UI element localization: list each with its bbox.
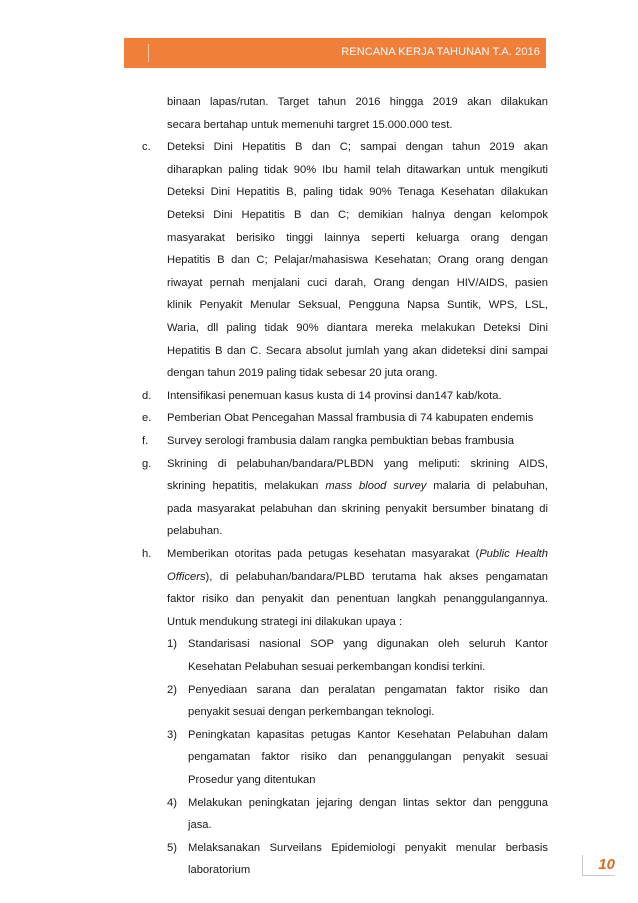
list-item-line: dengan tahun 2019 paling tidak sebesar 20 juta orang.	[167, 367, 438, 380]
italic-term: mass blood survey	[325, 480, 427, 493]
sub-item-line: Penyediaan sarana dan peralatan pengamatan faktor risiko dan	[188, 683, 548, 696]
list-marker: 3)	[167, 728, 177, 741]
list-item-line: Skrining di pelabuhan/bandara/PLBDN yang meliputi: skrining AIDS,	[167, 457, 548, 470]
list-item-line: klinik Penyakit Menular Seksual, Pengguna Napsa Suntik, WPS, LSL,	[167, 299, 548, 312]
list-item-line: Pemberian Obat Pencegahan Massal frambusia di 74 kabupaten endemis	[167, 412, 534, 425]
list-item-line: Deteksi Dini Hepatitis B dan C; demikian halnya dengan kelompok	[167, 209, 548, 221]
list-marker: 5)	[167, 841, 177, 854]
paragraph-line: secara bertahap untuk memenuhi targret 15.000.000 test.	[167, 118, 453, 131]
sub-item-line: Melakukan peningkatan jejaring dengan lintas sektor dan pengguna	[188, 796, 548, 809]
list-marker: h.	[142, 548, 152, 560]
list-item-line: Deteksi Dini Hepatitis B dan C; sampai dengan tahun 2019 akan	[167, 141, 548, 154]
sub-item-line: Prosedur yang ditentukan	[188, 774, 316, 786]
sub-item-line: penyakit sesuai dengan perkembangan teknologi.	[188, 706, 435, 719]
list-marker: e.	[142, 412, 152, 425]
sub-item-line: Kesehatan Pelabuhan sesuai perkembangan kondisi terkini.	[188, 661, 486, 673]
list-marker: 4)	[167, 796, 177, 809]
sub-item-line: laboratorium	[188, 864, 251, 877]
list-marker: g.	[142, 457, 152, 470]
list-item-line: Waria, dll paling tidak 90% diantara mereka melakukan Deteksi Dini	[167, 322, 548, 334]
italic-term: Public Health	[479, 548, 549, 560]
sub-item-line: Standarisasi nasional SOP yang digunakan oleh seluruh Kantor	[188, 638, 548, 651]
list-item-line: Untuk mendukung strategi ini dilakukan upaya :	[167, 615, 403, 628]
list-marker: 2)	[167, 683, 177, 696]
header-divider	[148, 44, 149, 62]
list-item-line: Hepatitis B dan C. Secara absolut jumlah yang akan dideteksi dini sampai	[167, 344, 548, 357]
list-item-line: Hepatitis B dan C; Pelajar/mahasiswa Kesehatan; Orang orang dengan	[167, 254, 548, 267]
list-item-line: faktor risiko dan penyakit dan penentuan langkah penanggulangannya.	[167, 593, 548, 606]
list-item-line	[167, 547, 548, 561]
sub-item-line: jasa.	[188, 819, 212, 832]
list-item-line: pada masyarakat pelabuhan dan skrining penyakit bersumber binatang di	[167, 502, 548, 515]
list-item-line	[167, 479, 548, 493]
list-marker: d.	[142, 389, 152, 402]
list-marker: c.	[142, 141, 151, 154]
list-item-line: Survey serologi frambusia dalam rangka pembuktian bebas frambusia	[167, 435, 514, 447]
list-marker: 1)	[167, 638, 177, 651]
list-item-line: Intensifikasi penemuan kasus kusta di 14 provinsi dan147 kab/kota.	[167, 389, 502, 402]
sub-item-line: Melaksanakan Surveilans Epidemiologi penyakit menular berbasis	[188, 841, 548, 854]
list-item-line: masyarakat berisiko tinggi lainnya seperti keluarga orang dengan	[167, 231, 548, 244]
text-run: skrining hepatitis, melakukan	[167, 480, 326, 493]
list-item-line: Deteksi Dini Hepatitis B, paling tidak 90% Tenaga Kesehatan dilakukan	[167, 186, 548, 199]
header-title: RENCANA KERJA TAHUNAN T.A. 2016	[341, 46, 540, 58]
list-item-line	[167, 570, 548, 584]
list-item-line: pelabuhan.	[167, 525, 223, 538]
italic-term: Officers	[167, 570, 206, 583]
header-bar	[124, 38, 546, 68]
list-marker: f.	[142, 435, 149, 447]
text-run: ), di pelabuhan/bandara/PLBD terutama hak akses pengamatan	[205, 570, 548, 583]
sub-item-line: pengamatan faktor risiko dan penanggulangan penyakit sesuai	[188, 751, 548, 764]
sub-item-line: Peningkatan kapasitas petugas Kantor Kesehatan Pelabuhan dalam	[188, 728, 548, 741]
list-item-line: diharapkan paling tidak 90% Ibu hamil telah ditawarkan untuk mengikuti	[167, 163, 548, 176]
text-run: Memberikan otoritas pada petugas kesehatan masyarakat (	[167, 548, 480, 560]
page-number: 10	[582, 855, 615, 876]
text-run: malaria di pelabuhan,	[426, 480, 548, 493]
list-item-line: riwayat pernah menjalani cuci darah, Orang dengan HIV/AIDS, pasien	[167, 276, 548, 289]
paragraph-line: binaan lapas/rutan. Target tahun 2016 hingga 2019 akan dilakukan	[167, 96, 548, 108]
